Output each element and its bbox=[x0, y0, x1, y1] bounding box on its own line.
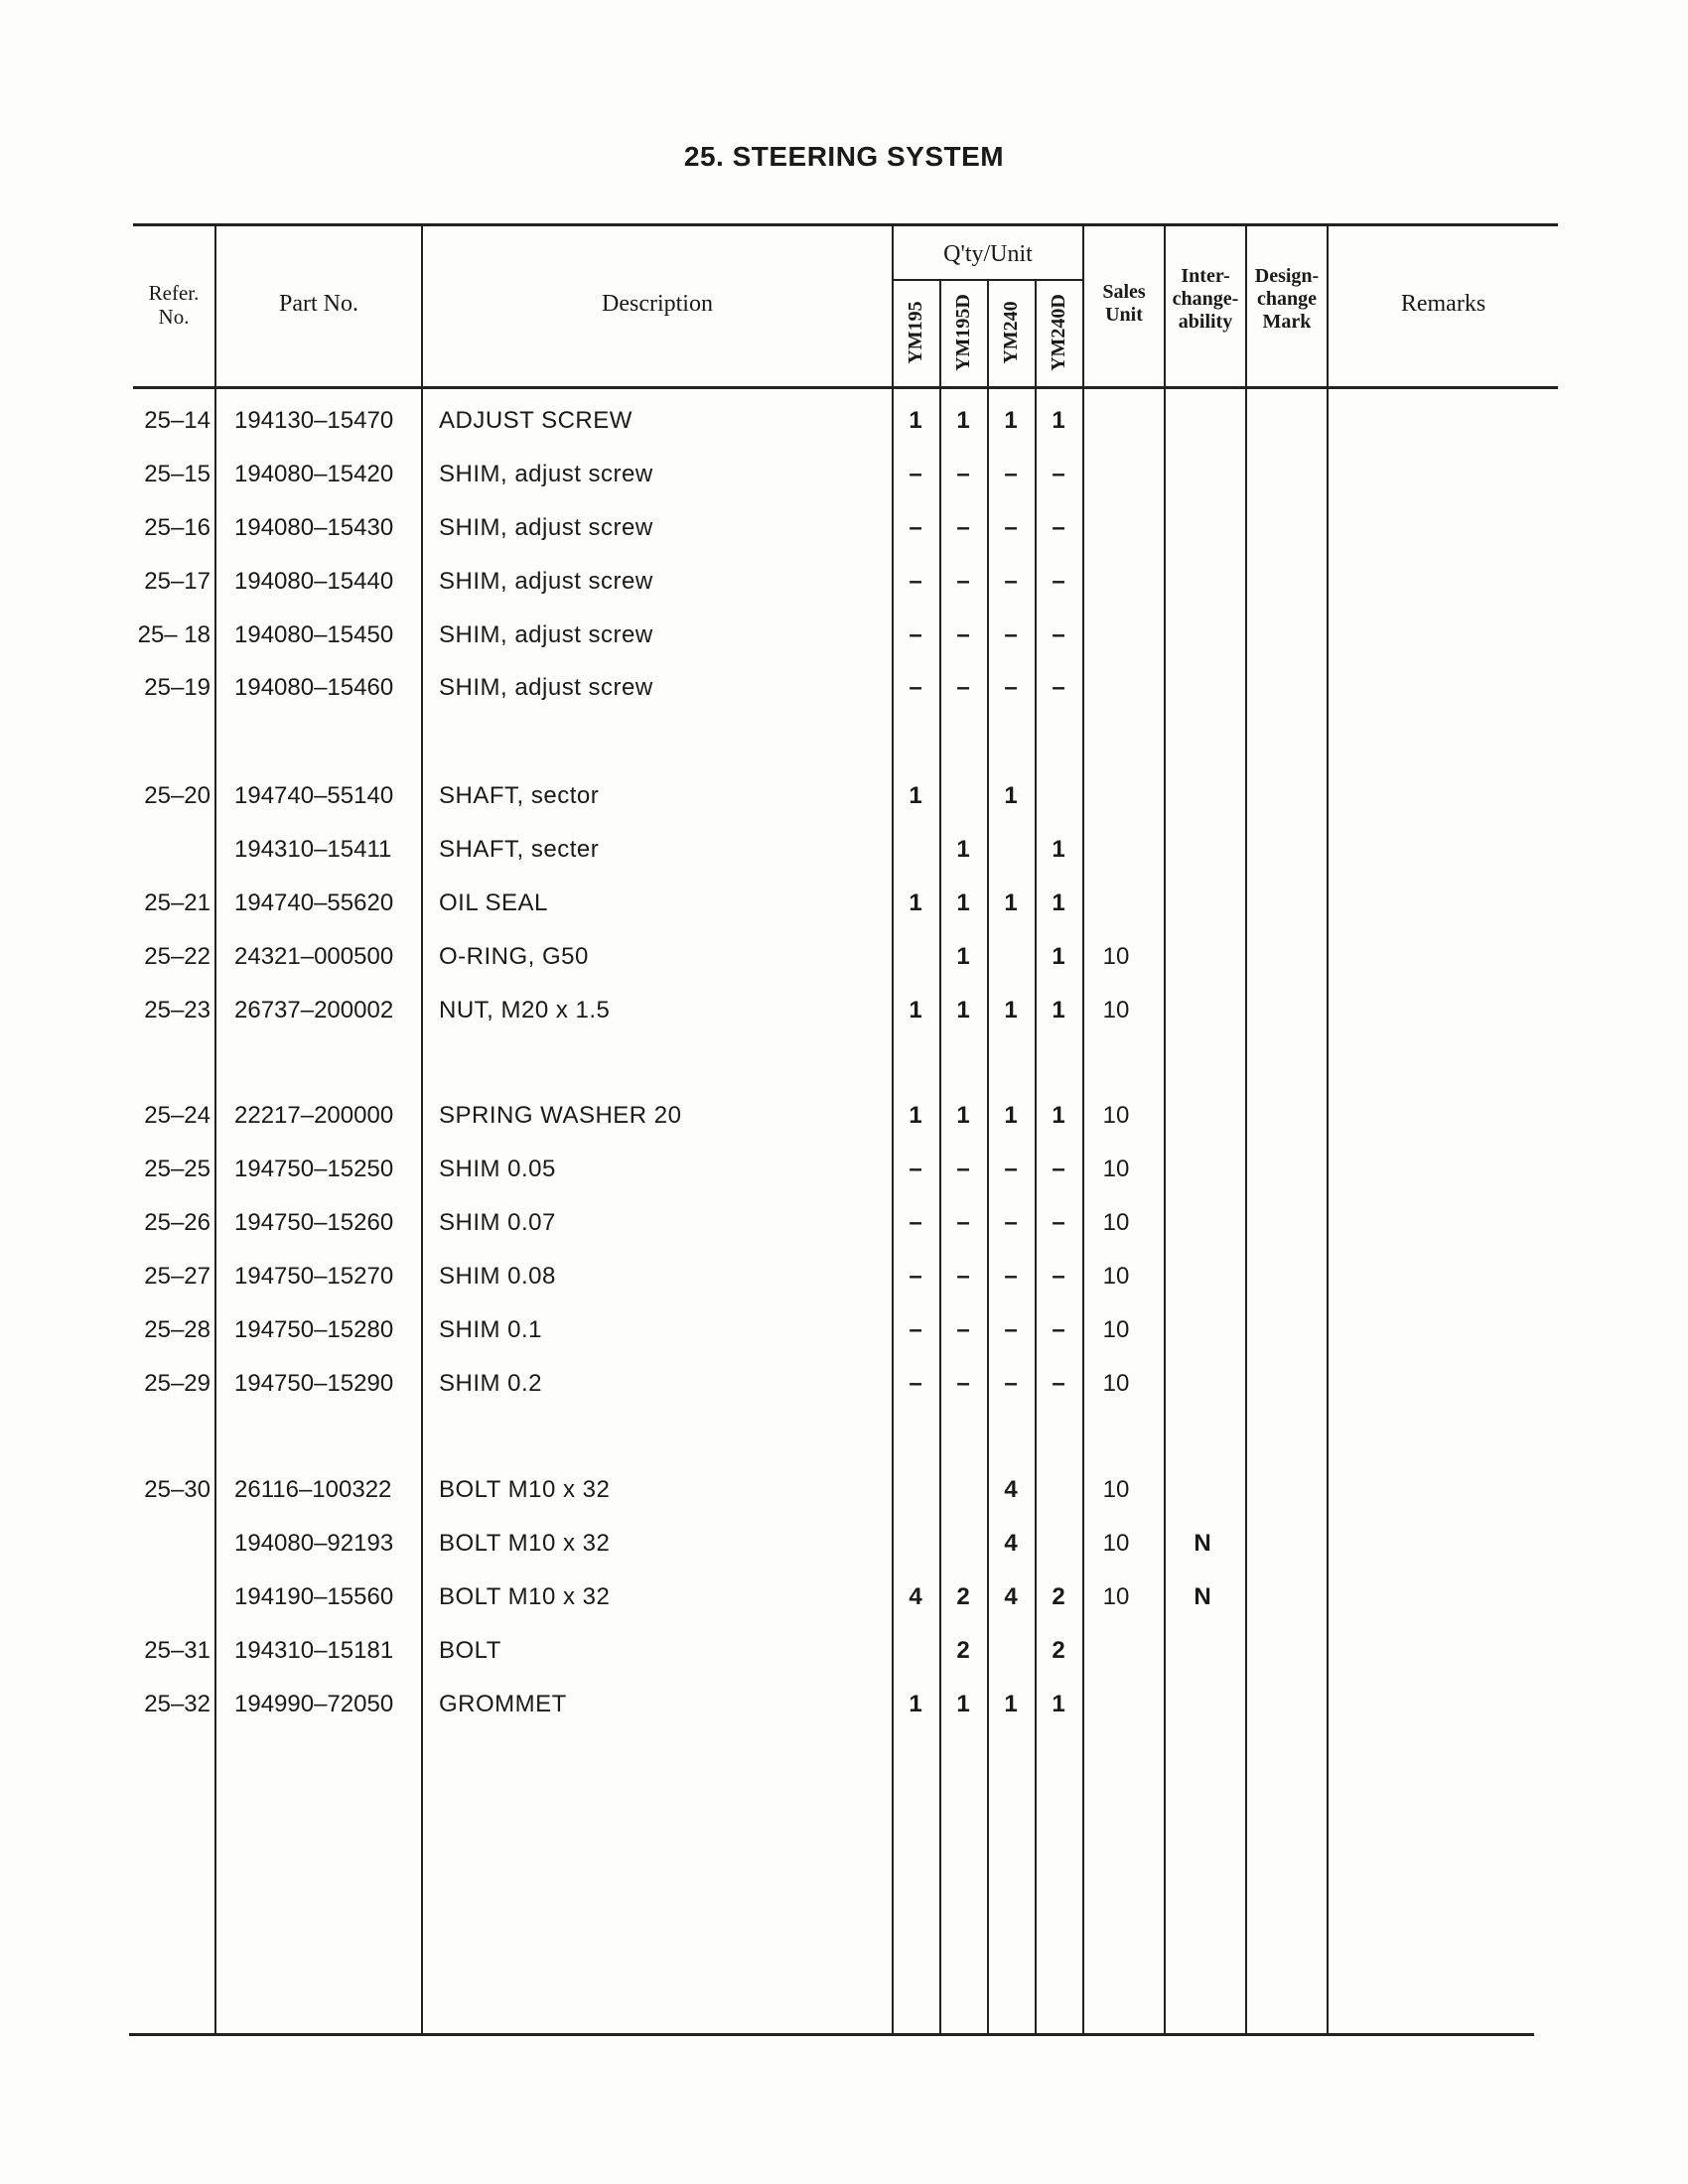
qty-cell: 1 bbox=[1004, 997, 1018, 1024]
sales-unit-cell: 10 bbox=[1102, 1102, 1130, 1129]
description-cell: BOLT M10 x 32 bbox=[439, 1476, 611, 1503]
description-cell: BOLT M10 x 32 bbox=[439, 1583, 611, 1610]
qty-cell: – bbox=[1004, 621, 1018, 648]
qty-cell: – bbox=[956, 1156, 970, 1182]
design-change-cell bbox=[1247, 884, 1327, 923]
part-no-cell: 194080–15420 bbox=[234, 461, 394, 487]
table-row bbox=[133, 991, 1558, 1030]
ref-no-cell: 25–28 bbox=[144, 1316, 211, 1343]
design-change-cell bbox=[1247, 1631, 1327, 1671]
table-row bbox=[133, 884, 1558, 923]
header-model-ym195d: YM195D bbox=[952, 294, 974, 371]
qty-cell bbox=[987, 830, 1035, 870]
qty-cell bbox=[892, 1470, 939, 1510]
remarks-cell bbox=[1335, 615, 1553, 655]
header-model-ym240d: YM240D bbox=[1048, 294, 1069, 371]
remarks-cell bbox=[1335, 668, 1553, 708]
qty-cell: – bbox=[1004, 1370, 1018, 1397]
qty-cell: 1 bbox=[1052, 889, 1065, 916]
header-ref: Refer. No. bbox=[148, 281, 200, 330]
header-remarks: Remarks bbox=[1400, 291, 1486, 317]
interchangeability-cell bbox=[1163, 884, 1242, 923]
interchangeability-cell bbox=[1163, 1310, 1242, 1350]
qty-cell: – bbox=[956, 621, 970, 648]
qty-cell: – bbox=[956, 568, 970, 595]
design-change-cell bbox=[1247, 1577, 1327, 1617]
remarks-cell bbox=[1335, 562, 1553, 602]
remarks-cell bbox=[1335, 776, 1553, 816]
sales-unit-cell bbox=[1076, 615, 1156, 655]
table-row bbox=[133, 1631, 1558, 1671]
interchangeability-cell bbox=[1163, 562, 1242, 602]
remarks-cell bbox=[1335, 830, 1553, 870]
sales-unit-cell: 10 bbox=[1102, 943, 1130, 970]
design-change-cell bbox=[1247, 1150, 1327, 1189]
qty-cell: – bbox=[909, 568, 922, 595]
description-cell: NUT, M20 x 1.5 bbox=[439, 997, 611, 1024]
ref-no-cell: 25–24 bbox=[144, 1102, 211, 1129]
remarks-cell bbox=[1335, 1470, 1553, 1510]
page-title: 25. STEERING SYSTEM bbox=[683, 141, 1005, 172]
design-change-cell bbox=[1247, 668, 1327, 708]
sales-unit-cell: 10 bbox=[1102, 997, 1130, 1024]
ref-no-cell: 25–23 bbox=[144, 997, 211, 1024]
description-cell: SHIM, adjust screw bbox=[439, 461, 653, 487]
qty-cell: 1 bbox=[909, 889, 922, 916]
header-bottom-rule bbox=[133, 386, 1558, 389]
qty-cell: 1 bbox=[956, 1691, 970, 1717]
qty-cell bbox=[987, 937, 1035, 977]
qty-cell: – bbox=[956, 1209, 970, 1236]
part-no-cell: 194310–15411 bbox=[234, 836, 392, 863]
description-cell: SHAFT, sector bbox=[439, 782, 600, 809]
remarks-cell bbox=[1335, 1203, 1553, 1243]
remarks-cell bbox=[1335, 1577, 1553, 1617]
ref-no-cell bbox=[133, 1577, 211, 1617]
ref-no-cell: 25– 18 bbox=[137, 621, 211, 648]
part-no-cell: 194750–15270 bbox=[234, 1263, 394, 1290]
description-cell: BOLT bbox=[439, 1637, 501, 1664]
qty-cell: 1 bbox=[909, 997, 922, 1024]
sales-unit-cell: 10 bbox=[1102, 1583, 1130, 1610]
interchangeability-cell bbox=[1163, 991, 1242, 1030]
part-no-cell: 194130–15470 bbox=[234, 407, 394, 434]
description-cell: ADJUST SCREW bbox=[439, 407, 633, 434]
part-no-cell: 194080–15430 bbox=[234, 514, 394, 541]
design-change-cell bbox=[1247, 562, 1327, 602]
description-cell: GROMMET bbox=[439, 1691, 567, 1717]
design-change-cell bbox=[1247, 1364, 1327, 1404]
table-row bbox=[133, 830, 1558, 870]
ref-no-cell: 25–32 bbox=[144, 1691, 211, 1717]
interchangeability-cell bbox=[1163, 455, 1242, 494]
ref-no-cell: 25–19 bbox=[144, 674, 211, 701]
description-cell: O-RING, G50 bbox=[439, 943, 589, 970]
qty-cell: 4 bbox=[1004, 1476, 1018, 1503]
qty-cell: 1 bbox=[1052, 1691, 1065, 1717]
design-change-cell bbox=[1247, 1257, 1327, 1297]
remarks-cell bbox=[1335, 884, 1553, 923]
ref-no-cell: 25–20 bbox=[144, 782, 211, 809]
header-qty-unit: Q'ty/Unit bbox=[943, 241, 1033, 267]
table-row bbox=[133, 401, 1558, 441]
qty-cell: – bbox=[909, 1209, 922, 1236]
table-row bbox=[133, 776, 1558, 816]
sales-unit-cell bbox=[1076, 830, 1156, 870]
interchangeability-cell: N bbox=[1194, 1583, 1211, 1610]
interchangeability-cell bbox=[1163, 1470, 1242, 1510]
qty-cell: 2 bbox=[956, 1637, 970, 1664]
sales-unit-cell: 10 bbox=[1102, 1156, 1130, 1182]
description-cell: SPRING WASHER 20 bbox=[439, 1102, 682, 1129]
qty-cell: – bbox=[956, 1263, 970, 1290]
sales-unit-cell bbox=[1076, 776, 1156, 816]
qty-cell: 4 bbox=[909, 1583, 922, 1610]
description-cell: SHIM 0.07 bbox=[439, 1209, 556, 1236]
design-change-cell bbox=[1247, 1524, 1327, 1564]
qty-cell bbox=[1035, 1524, 1082, 1564]
qty-cell: 1 bbox=[956, 943, 970, 970]
parts-table bbox=[133, 223, 1558, 2036]
qty-cell: – bbox=[1052, 1156, 1065, 1182]
qty-cell: 4 bbox=[1004, 1530, 1018, 1557]
part-no-cell: 194080–15460 bbox=[234, 674, 394, 701]
qty-cell: 1 bbox=[1052, 943, 1065, 970]
description-cell: SHIM, adjust screw bbox=[439, 621, 653, 648]
design-change-cell bbox=[1247, 1685, 1327, 1724]
description-cell: SHIM 0.08 bbox=[439, 1263, 556, 1290]
qty-cell: – bbox=[909, 1316, 922, 1343]
part-no-cell: 26116–100322 bbox=[234, 1476, 392, 1503]
qty-cell: – bbox=[1004, 1316, 1018, 1343]
sales-unit-cell: 10 bbox=[1102, 1263, 1130, 1290]
ref-no-cell: 25–22 bbox=[144, 943, 211, 970]
part-no-cell: 194750–15280 bbox=[234, 1316, 394, 1343]
remarks-cell bbox=[1335, 937, 1553, 977]
qty-cell bbox=[1035, 776, 1082, 816]
qty-cell: – bbox=[1052, 1316, 1065, 1343]
design-change-cell bbox=[1247, 1096, 1327, 1136]
part-no-cell: 194310–15181 bbox=[234, 1637, 394, 1664]
design-change-cell bbox=[1247, 1203, 1327, 1243]
qty-cell: – bbox=[909, 461, 922, 487]
design-change-cell bbox=[1247, 991, 1327, 1030]
table-row bbox=[133, 1203, 1558, 1243]
sales-unit-cell bbox=[1076, 455, 1156, 494]
design-change-cell bbox=[1247, 615, 1327, 655]
qty-cell bbox=[939, 1524, 987, 1564]
part-no-cell: 194990–72050 bbox=[234, 1691, 394, 1717]
table-bottom-rule bbox=[129, 2033, 1534, 2036]
design-change-cell bbox=[1247, 1310, 1327, 1350]
qty-cell: 1 bbox=[956, 889, 970, 916]
table-row bbox=[133, 1310, 1558, 1350]
interchangeability-cell bbox=[1163, 1150, 1242, 1189]
interchangeability-cell bbox=[1163, 830, 1242, 870]
ref-no-cell bbox=[133, 830, 211, 870]
remarks-cell bbox=[1335, 1685, 1553, 1724]
header-model-ym240: YM240 bbox=[1000, 301, 1022, 364]
qty-cell: 1 bbox=[909, 782, 922, 809]
table-row bbox=[133, 1096, 1558, 1136]
remarks-cell bbox=[1335, 1310, 1553, 1350]
qty-cell: – bbox=[956, 514, 970, 541]
qty-cell: 1 bbox=[909, 1102, 922, 1129]
ref-no-cell bbox=[133, 1524, 211, 1564]
header-model-ym195: YM195 bbox=[905, 301, 926, 364]
description-cell: SHIM, adjust screw bbox=[439, 514, 653, 541]
remarks-cell bbox=[1335, 508, 1553, 548]
ref-no-cell: 25–21 bbox=[144, 889, 211, 916]
ref-no-cell: 25–14 bbox=[144, 407, 211, 434]
qty-cell: 1 bbox=[956, 836, 970, 863]
sales-unit-cell: 10 bbox=[1102, 1209, 1130, 1236]
table-row bbox=[133, 1150, 1558, 1189]
qty-cell: – bbox=[1004, 1209, 1018, 1236]
table-row bbox=[133, 668, 1558, 708]
ref-no-cell: 25–15 bbox=[144, 461, 211, 487]
qty-cell: – bbox=[1052, 461, 1065, 487]
qty-cell: – bbox=[956, 461, 970, 487]
ref-no-cell: 25–16 bbox=[144, 514, 211, 541]
sales-unit-cell bbox=[1076, 884, 1156, 923]
description-cell: BOLT M10 x 32 bbox=[439, 1530, 611, 1557]
part-no-cell: 194750–15260 bbox=[234, 1209, 394, 1236]
qty-cell: 1 bbox=[909, 1691, 922, 1717]
header-design-change-mark: Design- change Mark bbox=[1254, 265, 1320, 333]
part-no-cell: 194080–92193 bbox=[234, 1530, 394, 1557]
table-row bbox=[133, 615, 1558, 655]
qty-cell bbox=[939, 1470, 987, 1510]
table-row bbox=[133, 1577, 1558, 1617]
header-part-no: Part No. bbox=[279, 291, 358, 317]
table-row bbox=[133, 937, 1558, 977]
qty-cell: – bbox=[909, 514, 922, 541]
sales-unit-cell bbox=[1076, 668, 1156, 708]
qty-cell: – bbox=[956, 674, 970, 701]
description-cell: SHAFT, secter bbox=[439, 836, 600, 863]
interchangeability-cell bbox=[1163, 1631, 1242, 1671]
remarks-cell bbox=[1335, 1150, 1553, 1189]
interchangeability-cell bbox=[1163, 776, 1242, 816]
qty-cell bbox=[892, 937, 939, 977]
table-row bbox=[133, 1524, 1558, 1564]
qty-cell: – bbox=[909, 1156, 922, 1182]
header-description: Description bbox=[602, 291, 713, 317]
ref-no-cell: 25–27 bbox=[144, 1263, 211, 1290]
qty-cell: – bbox=[1004, 461, 1018, 487]
qty-cell: – bbox=[1004, 514, 1018, 541]
part-no-cell: 194740–55620 bbox=[234, 889, 394, 916]
table-row bbox=[133, 508, 1558, 548]
design-change-cell bbox=[1247, 776, 1327, 816]
qty-cell: 1 bbox=[1052, 997, 1065, 1024]
part-no-cell: 26737–200002 bbox=[234, 997, 394, 1024]
interchangeability-cell bbox=[1163, 1203, 1242, 1243]
interchangeability-cell bbox=[1163, 1364, 1242, 1404]
qty-cell: – bbox=[956, 1370, 970, 1397]
design-change-cell bbox=[1247, 1470, 1327, 1510]
table-row bbox=[133, 562, 1558, 602]
qty-cell: 2 bbox=[1052, 1637, 1065, 1664]
qty-cell: – bbox=[1052, 1209, 1065, 1236]
qty-cell: 1 bbox=[1004, 1691, 1018, 1717]
qty-cell: – bbox=[1004, 1263, 1018, 1290]
interchangeability-cell bbox=[1163, 937, 1242, 977]
header-sales-unit: Sales Unit bbox=[1102, 281, 1146, 326]
qty-cell bbox=[892, 830, 939, 870]
ref-no-cell: 25–26 bbox=[144, 1209, 211, 1236]
qty-cell: 1 bbox=[1004, 782, 1018, 809]
remarks-cell bbox=[1335, 1257, 1553, 1297]
sales-unit-cell bbox=[1076, 401, 1156, 441]
sales-unit-cell: 10 bbox=[1102, 1476, 1130, 1503]
ref-no-cell: 25–25 bbox=[144, 1156, 211, 1182]
qty-cell: – bbox=[1052, 568, 1065, 595]
qty-cell: – bbox=[1052, 1370, 1065, 1397]
sales-unit-cell bbox=[1076, 1631, 1156, 1671]
table-top-rule bbox=[133, 223, 1558, 226]
description-cell: SHIM, adjust screw bbox=[439, 674, 653, 701]
table-row bbox=[133, 1470, 1558, 1510]
qty-cell: 1 bbox=[1004, 889, 1018, 916]
remarks-cell bbox=[1335, 401, 1553, 441]
qty-cell bbox=[892, 1524, 939, 1564]
design-change-cell bbox=[1247, 830, 1327, 870]
part-no-cell: 194080–15450 bbox=[234, 621, 394, 648]
qty-cell: – bbox=[909, 674, 922, 701]
design-change-cell bbox=[1247, 937, 1327, 977]
table-row bbox=[133, 1257, 1558, 1297]
description-cell: SHIM 0.1 bbox=[439, 1316, 543, 1343]
part-no-cell: 194190–15560 bbox=[234, 1583, 394, 1610]
qty-cell: 4 bbox=[1004, 1583, 1018, 1610]
qty-cell: – bbox=[956, 1316, 970, 1343]
interchangeability-cell bbox=[1163, 1685, 1242, 1724]
sales-unit-cell: 10 bbox=[1102, 1316, 1130, 1343]
qty-cell: – bbox=[1004, 568, 1018, 595]
remarks-cell bbox=[1335, 1524, 1553, 1564]
remarks-cell bbox=[1335, 455, 1553, 494]
qty-cell: 1 bbox=[1052, 1102, 1065, 1129]
description-cell: SHIM 0.2 bbox=[439, 1370, 543, 1397]
qty-cell: 1 bbox=[1004, 1102, 1018, 1129]
table-row bbox=[133, 1685, 1558, 1724]
qty-cell bbox=[1035, 1470, 1082, 1510]
qty-cell: – bbox=[1004, 674, 1018, 701]
qty-cell: – bbox=[909, 1370, 922, 1397]
qty-cell: 1 bbox=[1052, 836, 1065, 863]
design-change-cell bbox=[1247, 455, 1327, 494]
qty-cell: – bbox=[909, 1263, 922, 1290]
qty-cell: 1 bbox=[1004, 407, 1018, 434]
interchangeability-cell bbox=[1163, 668, 1242, 708]
design-change-cell bbox=[1247, 508, 1327, 548]
qty-cell: – bbox=[1004, 1156, 1018, 1182]
sales-unit-cell bbox=[1076, 562, 1156, 602]
table-row bbox=[133, 1364, 1558, 1404]
ref-no-cell: 25–29 bbox=[144, 1370, 211, 1397]
part-no-cell: 194750–15250 bbox=[234, 1156, 394, 1182]
qty-cell: 1 bbox=[909, 407, 922, 434]
part-no-cell: 194750–15290 bbox=[234, 1370, 394, 1397]
part-no-cell: 22217–200000 bbox=[234, 1102, 394, 1129]
qty-cell: – bbox=[1052, 674, 1065, 701]
interchangeability-cell bbox=[1163, 615, 1242, 655]
remarks-cell bbox=[1335, 1631, 1553, 1671]
qty-cell: 1 bbox=[956, 407, 970, 434]
part-no-cell: 194080–15440 bbox=[234, 568, 394, 595]
remarks-cell bbox=[1335, 1096, 1553, 1136]
interchangeability-cell bbox=[1163, 1096, 1242, 1136]
qty-cell: – bbox=[1052, 621, 1065, 648]
part-no-cell: 24321–000500 bbox=[234, 943, 394, 970]
interchangeability-cell bbox=[1163, 1257, 1242, 1297]
ref-no-cell: 25–17 bbox=[144, 568, 211, 595]
qty-cell bbox=[987, 1631, 1035, 1671]
sales-unit-cell bbox=[1076, 508, 1156, 548]
qty-cell: 1 bbox=[956, 997, 970, 1024]
interchangeability-cell bbox=[1163, 401, 1242, 441]
remarks-cell bbox=[1335, 991, 1553, 1030]
qty-cell: 1 bbox=[956, 1102, 970, 1129]
description-cell: SHIM, adjust screw bbox=[439, 568, 653, 595]
interchangeability-cell bbox=[1163, 508, 1242, 548]
qty-cell: 2 bbox=[1052, 1583, 1065, 1610]
qty-cell bbox=[939, 776, 987, 816]
part-no-cell: 194740–55140 bbox=[234, 782, 394, 809]
interchangeability-cell: N bbox=[1194, 1530, 1211, 1557]
ref-no-cell: 25–31 bbox=[144, 1637, 211, 1664]
description-cell: SHIM 0.05 bbox=[439, 1156, 556, 1182]
qty-cell: 2 bbox=[956, 1583, 970, 1610]
header-interchangeability: Inter- change- ability bbox=[1172, 265, 1239, 333]
qty-cell: – bbox=[1052, 514, 1065, 541]
sales-unit-cell: 10 bbox=[1102, 1530, 1130, 1557]
sales-unit-cell: 10 bbox=[1102, 1370, 1130, 1397]
qty-cell: 1 bbox=[1052, 407, 1065, 434]
qty-cell: – bbox=[1052, 1263, 1065, 1290]
qty-cell: – bbox=[909, 621, 922, 648]
sales-unit-cell bbox=[1076, 1685, 1156, 1724]
design-change-cell bbox=[1247, 401, 1327, 441]
remarks-cell bbox=[1335, 1364, 1553, 1404]
table-row bbox=[133, 455, 1558, 494]
ref-no-cell: 25–30 bbox=[144, 1476, 211, 1503]
description-cell: OIL SEAL bbox=[439, 889, 548, 916]
qty-cell bbox=[892, 1631, 939, 1671]
